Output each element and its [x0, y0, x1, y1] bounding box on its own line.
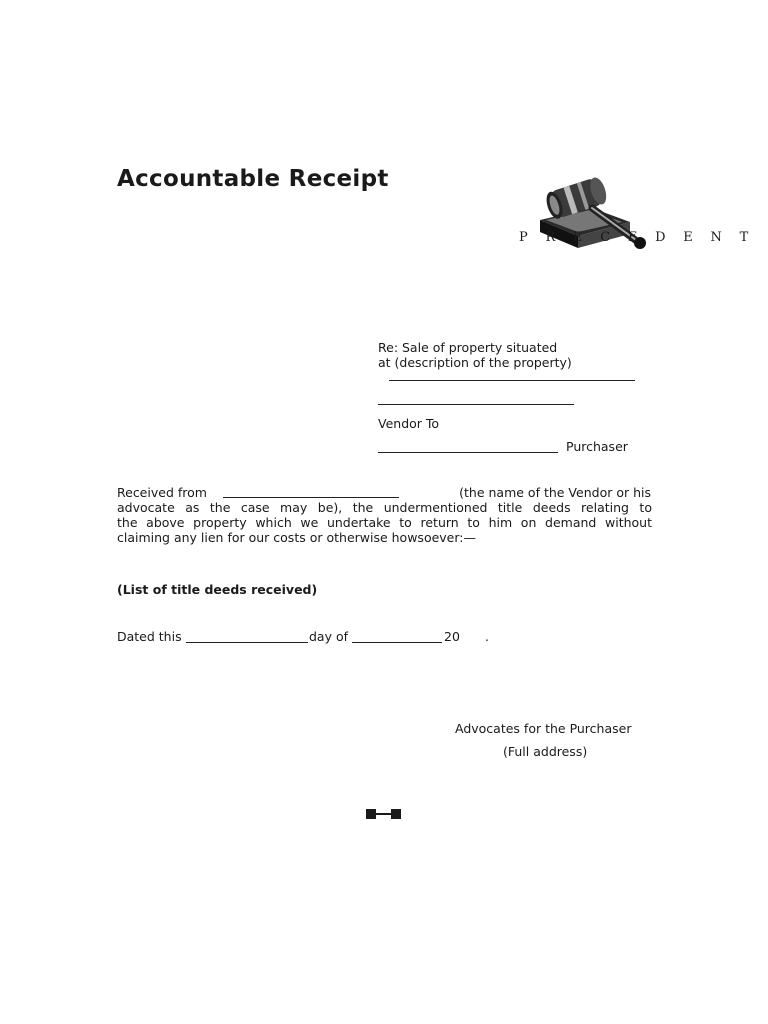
- re-line-2: at (description of the property): [378, 355, 572, 370]
- year-prefix: 20: [444, 629, 460, 644]
- advocates-label: Advocates for the Purchaser: [455, 721, 632, 736]
- day-of-label: day of: [309, 629, 349, 644]
- document-title: Accountable Receipt: [117, 166, 389, 192]
- received-from-blank: [223, 497, 399, 498]
- vendor-name-blank: [378, 452, 558, 453]
- gavel-icon: [532, 170, 652, 262]
- para-line-1-rest: (the name of the Vendor or his: [459, 485, 651, 500]
- date-month-blank: [352, 642, 442, 643]
- list-heading: (List of title deeds received): [117, 582, 318, 597]
- date-day-blank: [186, 642, 308, 643]
- full-address-label: (Full address): [503, 744, 588, 759]
- dated-period: .: [485, 629, 489, 644]
- vendor-to-label: Vendor To: [378, 416, 440, 431]
- end-mark-icon: [366, 808, 401, 820]
- para-line-2: advocate as the case may be), the undermentioned title deeds relating to: [117, 500, 652, 515]
- para-line-3: the above property which we undertake to return to him on demand without: [117, 515, 652, 530]
- dated-this-label: Dated this: [117, 629, 182, 644]
- logo-text: P R E C E D E N T: [519, 230, 756, 245]
- received-from-label: Received from: [117, 485, 207, 500]
- purchaser-label: Purchaser: [566, 439, 628, 454]
- re-line-1: Re: Sale of property situated: [378, 340, 558, 355]
- para-line-4: claiming any lien for our costs or otherwise howsoever:—: [117, 530, 477, 545]
- property-description-blank-1: [389, 380, 635, 381]
- property-description-blank-2: [378, 404, 574, 405]
